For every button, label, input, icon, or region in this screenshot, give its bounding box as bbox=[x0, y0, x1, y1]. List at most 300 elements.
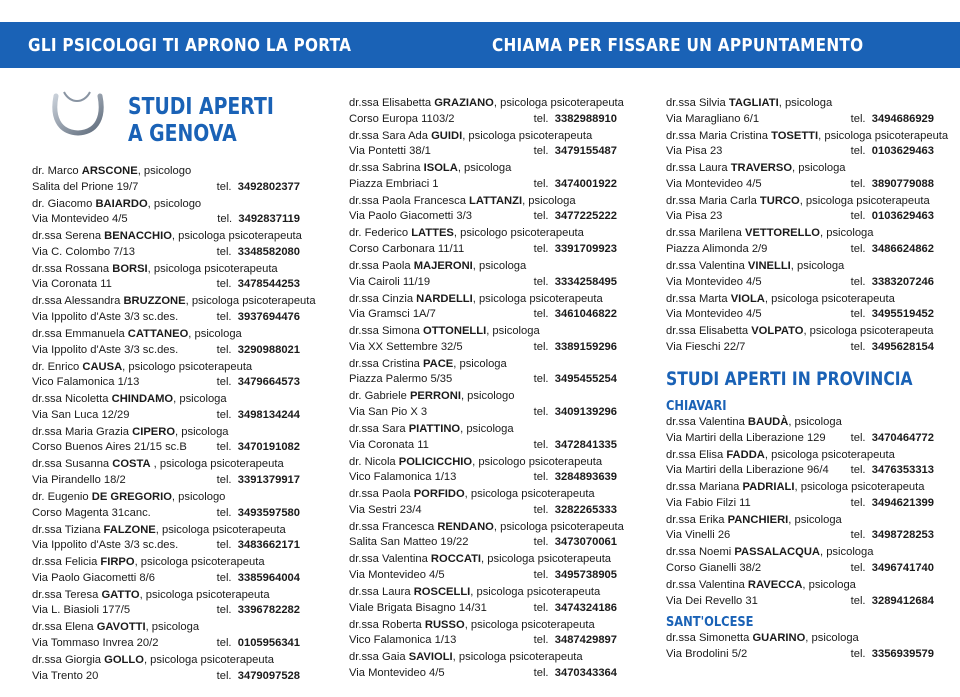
entry-phone[interactable] bbox=[534, 438, 617, 454]
entry-surname: BORSI bbox=[112, 262, 148, 275]
entry-surname: VINELLI bbox=[747, 260, 791, 272]
entry-surname: COSTA bbox=[112, 458, 151, 471]
entry-phone[interactable] bbox=[851, 275, 934, 291]
phone-number: 3479664573 bbox=[237, 376, 300, 389]
entry-name-line bbox=[32, 425, 300, 441]
entry-firstname: Enrico bbox=[47, 360, 80, 373]
entry-name-line bbox=[666, 161, 934, 177]
list-item bbox=[666, 292, 934, 323]
entry-firstname: Laura bbox=[698, 162, 728, 175]
entry-title: dr.ssa bbox=[349, 423, 379, 435]
entry-address: Corso Magenta 31canc. bbox=[32, 506, 151, 519]
list-item bbox=[666, 578, 934, 609]
entry-phone[interactable] bbox=[534, 112, 617, 128]
entry-phone[interactable] bbox=[534, 633, 617, 649]
entry-title: dr.ssa bbox=[349, 357, 379, 370]
phone-number: 3479097528 bbox=[237, 669, 300, 682]
tel-label: tel. bbox=[533, 503, 549, 516]
entry-title: dr. bbox=[349, 390, 362, 403]
entry-title: dr.ssa bbox=[666, 579, 696, 591]
entry-surname: ROCCATI bbox=[430, 553, 482, 566]
entry-address-line bbox=[666, 112, 934, 128]
tel-label: tel. bbox=[216, 343, 232, 356]
tel-label: tel. bbox=[533, 568, 549, 581]
entry-firstname: Noemi bbox=[698, 546, 732, 559]
entry-phone[interactable] bbox=[534, 307, 617, 323]
entry-address-line bbox=[349, 307, 617, 323]
entry-name-line bbox=[32, 555, 300, 571]
entry-name-line bbox=[349, 324, 617, 340]
entry-address-line bbox=[666, 340, 934, 356]
entry-address: Via Ippolito d'Aste 3/3 sc.des. bbox=[32, 310, 179, 323]
entry-phone[interactable] bbox=[217, 473, 300, 489]
entry-phone[interactable] bbox=[534, 275, 617, 291]
entry-phone[interactable] bbox=[851, 209, 934, 225]
entry-firstname: Marco bbox=[47, 165, 79, 177]
tel-label: tel. bbox=[216, 408, 232, 421]
entry-title: dr.ssa bbox=[666, 227, 696, 240]
entry-name-line bbox=[32, 457, 300, 473]
entry-surname: ISOLA bbox=[423, 162, 458, 175]
entry-address-line bbox=[666, 561, 934, 577]
list-item bbox=[32, 327, 300, 358]
phone-number: 3937694476 bbox=[237, 310, 300, 323]
entry-address: Via Pisa 23 bbox=[666, 210, 723, 223]
tel-label: tel. bbox=[533, 536, 549, 549]
entry-address: Via Montevideo 4/5 bbox=[32, 213, 128, 226]
list-item bbox=[349, 161, 617, 192]
entry-role: , psicologa bbox=[819, 546, 874, 559]
entry-address: Via Coronata 11 bbox=[32, 278, 112, 291]
entry-role: , psicologa bbox=[820, 227, 874, 240]
entry-firstname: Felicia bbox=[64, 556, 98, 569]
entry-address-line bbox=[666, 242, 934, 258]
entry-phone[interactable] bbox=[534, 470, 617, 486]
entry-role: , psicologo bbox=[147, 197, 202, 210]
entry-address: Salita San Matteo 19/22 bbox=[349, 536, 469, 549]
entry-firstname: Teresa bbox=[64, 588, 99, 601]
header-banner bbox=[0, 22, 960, 68]
entry-role: , psicologa bbox=[788, 416, 842, 428]
entry-address-line bbox=[666, 496, 934, 512]
entry-role: , psicologo psicoterapeuta bbox=[122, 360, 253, 373]
entry-surname: OTTONELLI bbox=[423, 325, 487, 338]
entry-address: Via Montevideo 4/5 bbox=[666, 177, 762, 190]
entry-role: , psicologo bbox=[137, 165, 192, 177]
list-item bbox=[349, 520, 624, 551]
phone-number: 3498728253 bbox=[871, 529, 934, 542]
phone-number: 3487429897 bbox=[554, 634, 617, 647]
entry-address-line bbox=[349, 503, 617, 519]
entry-surname: GUARINO bbox=[752, 632, 806, 644]
entry-phone[interactable] bbox=[534, 503, 617, 519]
entry-surname: CATTANEO bbox=[127, 328, 189, 340]
list-item bbox=[349, 129, 617, 160]
entry-role: , psicologo psicoterapeuta bbox=[472, 455, 603, 468]
entry-name-line bbox=[32, 392, 300, 408]
entry-phone[interactable] bbox=[217, 440, 300, 456]
entry-phone[interactable] bbox=[534, 144, 617, 160]
entry-firstname: Elisabetta bbox=[698, 325, 749, 338]
entry-surname: POLICICCHIO bbox=[398, 455, 473, 468]
phone-number: 3494686929 bbox=[871, 112, 934, 125]
tel-label: tel. bbox=[850, 242, 866, 255]
phone-number: 3284893639 bbox=[554, 471, 617, 484]
entry-phone[interactable] bbox=[534, 666, 617, 682]
entry-address: Via San Pio X 3 bbox=[349, 405, 428, 418]
tel-label: tel. bbox=[533, 373, 549, 386]
entry-phone[interactable] bbox=[217, 180, 300, 196]
entry-phone[interactable] bbox=[217, 310, 300, 326]
phone-number: 3383207246 bbox=[871, 275, 934, 288]
entry-address: Via Martiri della Liberazione 129 bbox=[666, 431, 826, 444]
phone-number: 3389159296 bbox=[554, 340, 617, 353]
entry-address-line bbox=[32, 408, 300, 424]
entry-title: dr.ssa bbox=[349, 651, 379, 664]
entry-role: , psicologa psicoterapeuta bbox=[472, 292, 603, 305]
tel-label: tel. bbox=[216, 473, 232, 486]
entry-address-line bbox=[32, 603, 300, 619]
entry-address: Viale Brigata Bisagno 14/31 bbox=[349, 601, 487, 614]
entry-firstname: Serena bbox=[64, 230, 102, 243]
list-item bbox=[349, 389, 617, 420]
entry-title: dr.ssa bbox=[349, 129, 379, 142]
entry-title: dr. bbox=[349, 227, 362, 240]
phone-number: 3472841335 bbox=[554, 438, 617, 451]
entry-surname: LATTES bbox=[411, 227, 454, 240]
list-item bbox=[349, 259, 617, 290]
entry-firstname: Maria Cristina bbox=[698, 129, 768, 142]
entry-title: dr.ssa bbox=[32, 654, 62, 666]
list-item bbox=[32, 262, 300, 293]
entry-surname: RENDANO bbox=[437, 520, 494, 533]
entry-title: dr.ssa bbox=[666, 513, 696, 526]
entry-phone[interactable] bbox=[534, 177, 617, 193]
entry-role: , psicologa psicoterapeuta bbox=[150, 458, 284, 471]
entry-name-line bbox=[349, 585, 617, 601]
tel-label: tel. bbox=[216, 571, 232, 584]
entry-role: , psicologa psicoterapeuta bbox=[470, 586, 601, 598]
entry-phone[interactable] bbox=[851, 528, 934, 544]
list-item bbox=[32, 197, 300, 228]
phone-number: 3356939579 bbox=[871, 647, 934, 660]
entry-surname: ARSCONE bbox=[81, 165, 138, 177]
entry-surname: FALZONE bbox=[103, 523, 156, 536]
tel-label: tel. bbox=[533, 308, 549, 321]
entry-title: dr.ssa bbox=[349, 194, 379, 207]
phone-number: 3470464772 bbox=[871, 431, 934, 444]
entry-title: dr.ssa bbox=[349, 553, 379, 566]
tel-label: tel. bbox=[533, 471, 549, 484]
entry-title: dr.ssa bbox=[32, 458, 62, 471]
tel-label: tel. bbox=[216, 604, 232, 617]
entry-firstname: Sabrina bbox=[381, 162, 421, 175]
phone-number: 3385964004 bbox=[237, 571, 300, 584]
entry-title: dr.ssa bbox=[349, 325, 379, 338]
list-item bbox=[32, 229, 300, 260]
entry-surname: PASSALACQUA bbox=[734, 546, 820, 559]
entry-address: Via Ippolito d'Aste 3/3 sc.des. bbox=[32, 343, 179, 356]
entry-title: dr. bbox=[32, 360, 45, 373]
entry-phone[interactable] bbox=[851, 594, 934, 610]
entry-name-line bbox=[349, 552, 617, 568]
entry-phone[interactable] bbox=[534, 242, 617, 258]
phone-number: 0105956341 bbox=[237, 636, 300, 649]
entry-title: dr.ssa bbox=[32, 588, 62, 601]
entry-firstname: Valentina bbox=[381, 553, 428, 566]
entry-surname: RUSSO bbox=[424, 618, 465, 631]
list-item bbox=[349, 324, 617, 355]
entry-phone[interactable] bbox=[534, 340, 617, 356]
entry-address-line bbox=[32, 636, 300, 652]
entry-phone[interactable] bbox=[534, 209, 617, 225]
list-item bbox=[32, 588, 300, 619]
list-item bbox=[666, 226, 934, 257]
entry-phone[interactable] bbox=[217, 375, 300, 391]
entry-firstname: Paola bbox=[381, 488, 411, 501]
banner-slogan: GLI PSICOLOGI TI APRONO LA PORTA bbox=[28, 35, 352, 56]
entry-phone[interactable] bbox=[217, 212, 300, 228]
entry-name-line bbox=[666, 631, 934, 647]
entry-role: , psicologa bbox=[778, 97, 833, 109]
phone-number: 3495628154 bbox=[871, 340, 934, 353]
entry-address-line bbox=[32, 212, 300, 228]
entry-phone[interactable] bbox=[217, 245, 300, 261]
entry-role: , psicologa bbox=[805, 632, 859, 644]
entry-phone[interactable] bbox=[534, 568, 617, 584]
entry-address: Via Martiri della Liberazione 96/4 bbox=[666, 464, 829, 477]
entry-phone[interactable] bbox=[534, 601, 617, 617]
entry-address-line bbox=[349, 405, 617, 421]
entry-name-line bbox=[349, 618, 617, 634]
entry-role: , psicologa psicoterapeuta bbox=[493, 520, 624, 533]
entry-name-line bbox=[349, 389, 617, 405]
list-item bbox=[666, 194, 934, 225]
phone-number: 3348582080 bbox=[237, 245, 300, 258]
tel-label: tel. bbox=[533, 340, 549, 353]
entry-address: Vico Falamonica 1/13 bbox=[32, 376, 140, 389]
entry-name-line bbox=[32, 620, 300, 636]
entry-phone[interactable] bbox=[534, 405, 617, 421]
list-item bbox=[349, 357, 617, 388]
entry-address: Via Pisa 23 bbox=[666, 145, 723, 158]
tel-label: tel. bbox=[216, 245, 232, 258]
list-item bbox=[349, 96, 624, 127]
entry-address-line bbox=[349, 112, 617, 128]
entry-role: , psicologa bbox=[453, 357, 507, 370]
entry-address-line bbox=[32, 245, 300, 261]
phone-number: 3483662171 bbox=[237, 539, 300, 552]
phone-number: 3409139296 bbox=[554, 405, 617, 418]
tel-label: tel. bbox=[533, 275, 549, 288]
list-item bbox=[349, 422, 617, 453]
phone-number: 3470343364 bbox=[554, 666, 617, 679]
entry-firstname: Marta bbox=[698, 292, 728, 305]
phone-number: 3461046822 bbox=[554, 308, 617, 321]
entry-phone[interactable] bbox=[217, 538, 300, 554]
list-item bbox=[32, 294, 316, 325]
entry-address: Via Sestri 23/4 bbox=[349, 503, 422, 516]
list-item bbox=[32, 653, 300, 684]
entry-address-line bbox=[32, 277, 300, 293]
phone-number: 0103629463 bbox=[871, 210, 934, 223]
entry-surname: GUIDI bbox=[431, 129, 463, 142]
list-item bbox=[666, 480, 934, 511]
list-item bbox=[32, 457, 300, 488]
entry-firstname: Susanna bbox=[64, 458, 110, 471]
entry-role: , psicologa psicoterapeuta bbox=[764, 292, 895, 305]
entry-surname: TRAVERSO bbox=[730, 162, 793, 175]
entry-address: Via San Luca 12/29 bbox=[32, 408, 130, 421]
entry-name-line bbox=[666, 226, 934, 242]
entry-address: Via Dei Revello 31 bbox=[666, 594, 758, 607]
list-item bbox=[666, 513, 934, 544]
entry-phone[interactable] bbox=[851, 496, 934, 512]
entry-address-line bbox=[666, 177, 934, 193]
entry-address: Via Paolo Giacometti 3/3 bbox=[349, 210, 472, 223]
entry-firstname: Maria Carla bbox=[698, 194, 757, 207]
tel-label: tel. bbox=[850, 112, 866, 125]
entry-surname: CHINDAMO bbox=[111, 393, 174, 406]
entry-phone[interactable] bbox=[217, 277, 300, 293]
list-item bbox=[349, 552, 617, 583]
list-item bbox=[349, 487, 617, 518]
entry-phone[interactable] bbox=[851, 431, 934, 447]
entry-phone[interactable] bbox=[851, 647, 934, 663]
entry-phone[interactable] bbox=[534, 535, 617, 551]
list-item bbox=[349, 618, 617, 649]
entry-phone[interactable] bbox=[217, 506, 300, 522]
phone-number: 3470191082 bbox=[237, 441, 300, 454]
entry-phone[interactable] bbox=[851, 463, 934, 479]
entry-name-line bbox=[349, 226, 617, 242]
entry-phone[interactable] bbox=[217, 571, 300, 587]
entry-address-line bbox=[349, 209, 617, 225]
list-item bbox=[349, 194, 617, 225]
entry-phone[interactable] bbox=[534, 372, 617, 388]
entry-phone[interactable] bbox=[217, 669, 300, 685]
entry-address-line bbox=[32, 506, 300, 522]
entry-address: Via Fieschi 22/7 bbox=[666, 340, 746, 353]
entry-firstname: Tiziana bbox=[64, 523, 101, 536]
entry-name-line bbox=[666, 448, 934, 464]
entry-phone[interactable] bbox=[851, 340, 934, 356]
list-item bbox=[32, 360, 300, 391]
entry-address: Corso Europa 1103/2 bbox=[349, 112, 455, 125]
entry-name-line bbox=[349, 161, 617, 177]
entry-role: , psicologa bbox=[460, 423, 514, 435]
entry-address: Via Paolo Giacometti 8/6 bbox=[32, 571, 155, 584]
tel-label: tel. bbox=[850, 145, 866, 158]
tel-label: tel. bbox=[850, 561, 866, 574]
phone-number: 3473070061 bbox=[554, 536, 617, 549]
entry-address: Corso Buenos Aires 21/15 sc.B bbox=[32, 441, 187, 454]
entry-title: dr.ssa bbox=[349, 488, 379, 501]
entry-address: Via Cairoli 11/19 bbox=[349, 275, 431, 288]
entry-title: dr.ssa bbox=[666, 129, 696, 142]
entry-phone[interactable] bbox=[851, 307, 934, 323]
entry-surname: BENACCHIO bbox=[104, 230, 172, 243]
entry-role: , psicologa psicoterapeuta bbox=[185, 295, 316, 308]
tel-label: tel. bbox=[850, 496, 866, 509]
entry-role: , psicologo bbox=[171, 491, 226, 503]
entry-name-line bbox=[32, 327, 300, 343]
tel-label: tel. bbox=[850, 210, 866, 223]
entry-firstname: Rossana bbox=[64, 262, 110, 275]
entry-address-line bbox=[349, 666, 617, 682]
entry-name-line bbox=[666, 292, 934, 308]
tel-label: tel. bbox=[533, 601, 549, 614]
entry-title: dr.ssa bbox=[349, 162, 379, 175]
list-item bbox=[32, 523, 300, 554]
entry-phone[interactable] bbox=[217, 343, 300, 359]
entry-title: dr.ssa bbox=[666, 416, 696, 428]
tel-label: tel. bbox=[216, 506, 232, 519]
entry-name-line bbox=[666, 545, 934, 561]
entry-phone[interactable] bbox=[851, 242, 934, 258]
entry-role: , psicologa psicoterapeuta bbox=[147, 262, 278, 275]
entry-role: , psicologa psicoterapeuta bbox=[464, 618, 595, 631]
entry-surname: PERRONI bbox=[409, 390, 461, 403]
tel-label: tel. bbox=[850, 647, 866, 660]
entry-address: Via Fabio Filzi 11 bbox=[666, 496, 751, 509]
entry-surname: PACE bbox=[423, 357, 454, 370]
entry-firstname: Simona bbox=[381, 325, 420, 338]
tel-label: tel. bbox=[216, 539, 232, 552]
phone-number: 3479155487 bbox=[554, 145, 617, 158]
entry-address-line bbox=[666, 463, 934, 479]
entry-address-line bbox=[32, 538, 300, 554]
entry-address: Salita del Prione 19/7 bbox=[32, 180, 139, 193]
list-item bbox=[349, 292, 617, 323]
entry-role: , psicologa psicoterapeuta bbox=[462, 129, 593, 142]
entry-surname: VOLPATO bbox=[751, 325, 804, 338]
entry-address: Piazza Embriaci 1 bbox=[349, 177, 439, 190]
entry-firstname: Giorgia bbox=[64, 654, 102, 666]
entry-name-line bbox=[32, 164, 300, 180]
phone-number: 3391709923 bbox=[554, 242, 617, 255]
entry-phone[interactable] bbox=[217, 603, 300, 619]
entry-phone[interactable] bbox=[851, 144, 934, 160]
phone-number: 3492802377 bbox=[237, 180, 300, 193]
entry-address-line bbox=[32, 669, 300, 685]
entry-phone[interactable] bbox=[217, 636, 300, 652]
entry-phone[interactable] bbox=[851, 177, 934, 193]
entry-title: dr.ssa bbox=[32, 262, 62, 275]
phone-number: 3476353313 bbox=[871, 464, 934, 477]
list-item bbox=[32, 555, 300, 586]
entry-title: dr.ssa bbox=[349, 586, 379, 598]
entry-phone[interactable] bbox=[217, 408, 300, 424]
entry-phone[interactable] bbox=[851, 112, 934, 128]
entry-address: Via Gramsci 1A/7 bbox=[349, 308, 436, 321]
tel-label: tel. bbox=[216, 441, 232, 454]
entry-phone[interactable] bbox=[851, 561, 934, 577]
entry-title: dr.ssa bbox=[32, 425, 62, 438]
tel-label: tel. bbox=[216, 310, 232, 323]
entry-title: dr.ssa bbox=[32, 621, 62, 634]
list-item bbox=[32, 620, 300, 651]
phone-number: 3391379917 bbox=[237, 473, 300, 486]
entry-address-line bbox=[666, 144, 934, 160]
tel-label: tel. bbox=[216, 180, 232, 193]
entry-title: dr.ssa bbox=[666, 260, 696, 272]
entry-address: Corso Carbonara 11/11 bbox=[349, 242, 465, 255]
phone-number: 3382988910 bbox=[554, 112, 617, 125]
list-item bbox=[32, 392, 300, 423]
entry-title: dr. bbox=[349, 455, 362, 468]
tel-label: tel. bbox=[533, 634, 549, 647]
